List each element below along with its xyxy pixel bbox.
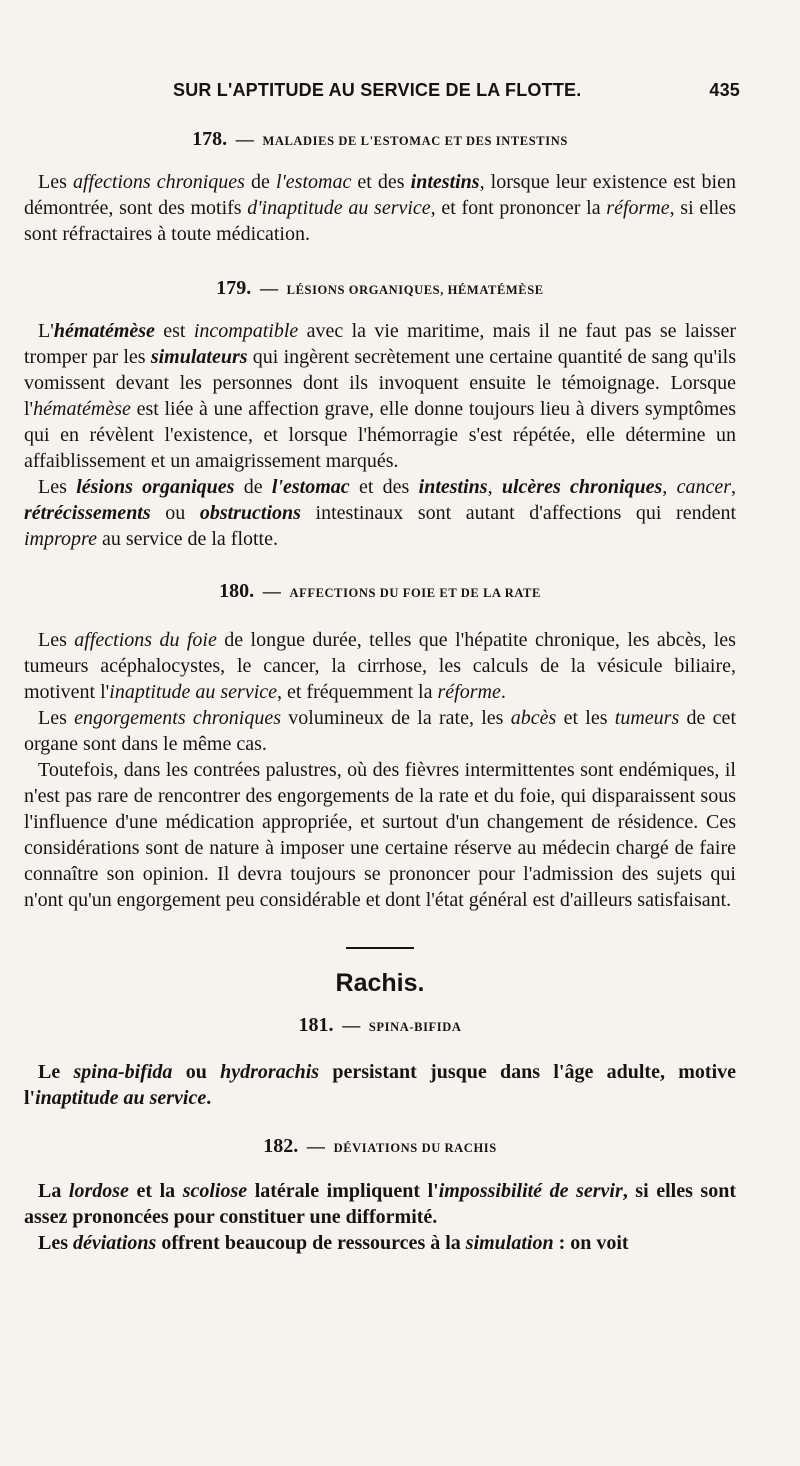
term: l'estomac — [275, 171, 352, 193]
text-run: : on voit — [553, 1232, 629, 1254]
term: hématémèse — [53, 320, 155, 342]
section-180-paragraph-1 — [24, 627, 736, 705]
term: hydrorachis — [220, 1061, 320, 1083]
section-180-heading — [24, 580, 736, 603]
text-run: Les — [38, 1232, 73, 1254]
text-run: Les — [38, 707, 75, 729]
term: affections du foie — [74, 629, 217, 651]
term: incompatible — [193, 320, 299, 342]
section-182-heading — [24, 1135, 736, 1158]
term: lordose — [68, 1180, 129, 1202]
text-run: et la — [128, 1180, 183, 1202]
section-178-heading — [24, 128, 736, 151]
text-run: ou — [150, 502, 200, 524]
term: inaptitude au service — [35, 1087, 207, 1109]
section-number: 180. — [219, 580, 255, 602]
text-run: La — [38, 1180, 69, 1202]
term: abcès — [510, 707, 557, 729]
text-run: . — [206, 1087, 212, 1109]
term: déviations — [73, 1232, 157, 1254]
separator-rule — [346, 947, 414, 949]
text-run: offrent beaucoup de ressources à la — [156, 1232, 466, 1254]
section-179-paragraph-2 — [24, 474, 736, 552]
running-header — [173, 80, 740, 101]
section-number: 178. — [192, 128, 228, 150]
text-run: de longue durée, telles que l'hépatite chronique, les abcès, les tumeurs acéphalocystes, le cancer, la cirrhose, les calculs de la vésicule biliaire, motivent l' — [24, 629, 736, 703]
section-178-paragraph-1 — [24, 169, 736, 247]
section-title: AFFECTIONS DU FOIE ET DE LA RATE — [289, 586, 541, 600]
term: intestins — [410, 171, 480, 193]
page-body — [24, 128, 736, 1256]
term: inaptitude au service — [109, 681, 277, 703]
term: simulation — [465, 1232, 554, 1254]
term: l'estomac — [271, 476, 350, 498]
text-run: et des — [351, 171, 411, 193]
term: rétrécissements — [24, 502, 151, 524]
text-run: de — [234, 476, 272, 498]
term: impossibilité de servir — [438, 1180, 623, 1202]
section-number: 182. — [263, 1135, 299, 1157]
section-dash: — — [235, 129, 254, 149]
term: scoliose — [182, 1180, 248, 1202]
text-run: . — [500, 681, 506, 703]
section-182-paragraph-1 — [24, 1178, 736, 1230]
term: simulateurs — [150, 346, 248, 368]
section-181-heading — [24, 1014, 736, 1037]
section-179-heading — [24, 277, 736, 300]
text-run: qui ingèrent secrètement une certaine quantité de sang qu'ils vomissent devant les personnes dont ils invoquent ensuite le témoignage. Lorsque l' — [24, 346, 736, 420]
text-run: Les — [38, 629, 75, 651]
text-run: Le — [38, 1061, 74, 1083]
term: tumeurs — [614, 707, 680, 729]
text-run: Les — [38, 171, 73, 193]
term: impropre — [24, 528, 97, 550]
text-run: , et font prononcer la — [430, 197, 607, 219]
text-run: ou — [172, 1061, 221, 1083]
section-title: MALADIES DE L'ESTOMAC ET DES INTESTINS — [262, 134, 568, 148]
text-run: persistant jusque dans l'âge adulte, motive l' — [24, 1061, 737, 1109]
section-dash: — — [306, 1136, 325, 1156]
text-run: , si elles sont assez prononcées pour constituer une difformité. — [24, 1180, 736, 1228]
section-179-paragraph-1 — [24, 318, 736, 474]
section-title: SPINA-BIFIDA — [368, 1020, 462, 1034]
text-run: Les — [38, 476, 77, 498]
term: réforme — [437, 681, 501, 703]
text-run: volumineux de la rate, les — [281, 707, 511, 729]
text-run: , lorsque leur existence est bien démontrée, sont des motifs — [24, 171, 736, 219]
text-run: , — [662, 476, 677, 498]
running-title: SUR L'APTITUDE AU SERVICE DE LA FLOTTE. — [173, 80, 582, 100]
text-run: de cet organe sont dans le même cas. — [24, 707, 736, 755]
text-run: est liée à une affection grave, elle donne toujours lieu à divers symptômes qui en révèlent l'existence, et lorsque l'hémorragie s'est répétée, elle détermine un affaiblissement et un amaigrissement marqués. — [24, 398, 736, 472]
text-run: et des — [349, 476, 419, 498]
term: obstructions — [199, 502, 301, 524]
section-dash: — — [342, 1015, 361, 1035]
chapter-heading-rachis: Rachis. — [335, 969, 425, 997]
text-run: latérale impliquent l' — [247, 1180, 439, 1202]
text-run: , — [487, 476, 502, 498]
text-run: , si elles sont réfractaires à toute médication. — [24, 197, 736, 245]
text-run: intestinaux sont autant d'affections qui rendent — [300, 502, 737, 524]
term: lésions organiques — [76, 476, 235, 498]
section-title: DÉVIATIONS DU RACHIS — [333, 1141, 497, 1155]
section-180-paragraph-2 — [24, 705, 736, 757]
term: ulcères chroniques — [501, 476, 663, 498]
section-182-paragraph-2 — [24, 1230, 736, 1256]
term: engorgements chroniques — [74, 707, 282, 729]
term: affections chroniques — [72, 171, 245, 193]
term: intestins — [418, 476, 488, 498]
section-dash: — — [262, 581, 281, 601]
text-run: et les — [556, 707, 615, 729]
text-run: au service de la flotte. — [96, 528, 278, 550]
section-title: LÉSIONS ORGANIQUES, HÉMATÉMÈSE — [286, 283, 544, 297]
section-number: 181. — [298, 1014, 334, 1036]
section-dash: — — [259, 278, 278, 298]
text-run: de — [244, 171, 276, 193]
section-181-paragraph-1 — [24, 1059, 736, 1111]
text-run: est — [154, 320, 194, 342]
term: d'inaptitude au service — [247, 197, 431, 219]
text-run: , — [731, 476, 736, 498]
term: hématémèse — [33, 398, 131, 420]
page-number: 435 — [709, 80, 740, 100]
term: cancer — [676, 476, 731, 498]
text-run: L' — [38, 320, 54, 342]
term: réforme — [606, 197, 670, 219]
section-number: 179. — [216, 277, 252, 299]
text-run: , et fréquemment la — [277, 681, 438, 703]
section-180-paragraph-3: Toutefois, dans les contrées palustres, où des fièvres intermittentes sont endémiques, il n'est pas rare de rencontrer des engorgements de la rate et du foie, qui disparaissent sous l'influence d'une médication appropriée, et surtout d'un changement de résidence. Ces considérations sont de nature à imposer une certaine réserve au médecin chargé de faire connaître son opinion. Il devra toujours se prononcer pour l'admission des sujets qui n'ont qu'un engorgement peu considérable et dont l'état général est d'ailleurs satisfaisant. — [24, 759, 736, 911]
text-run: avec la vie maritime, mais il ne faut pas se laisser tromper par les — [24, 320, 737, 368]
term: spina-bifida — [73, 1061, 173, 1083]
